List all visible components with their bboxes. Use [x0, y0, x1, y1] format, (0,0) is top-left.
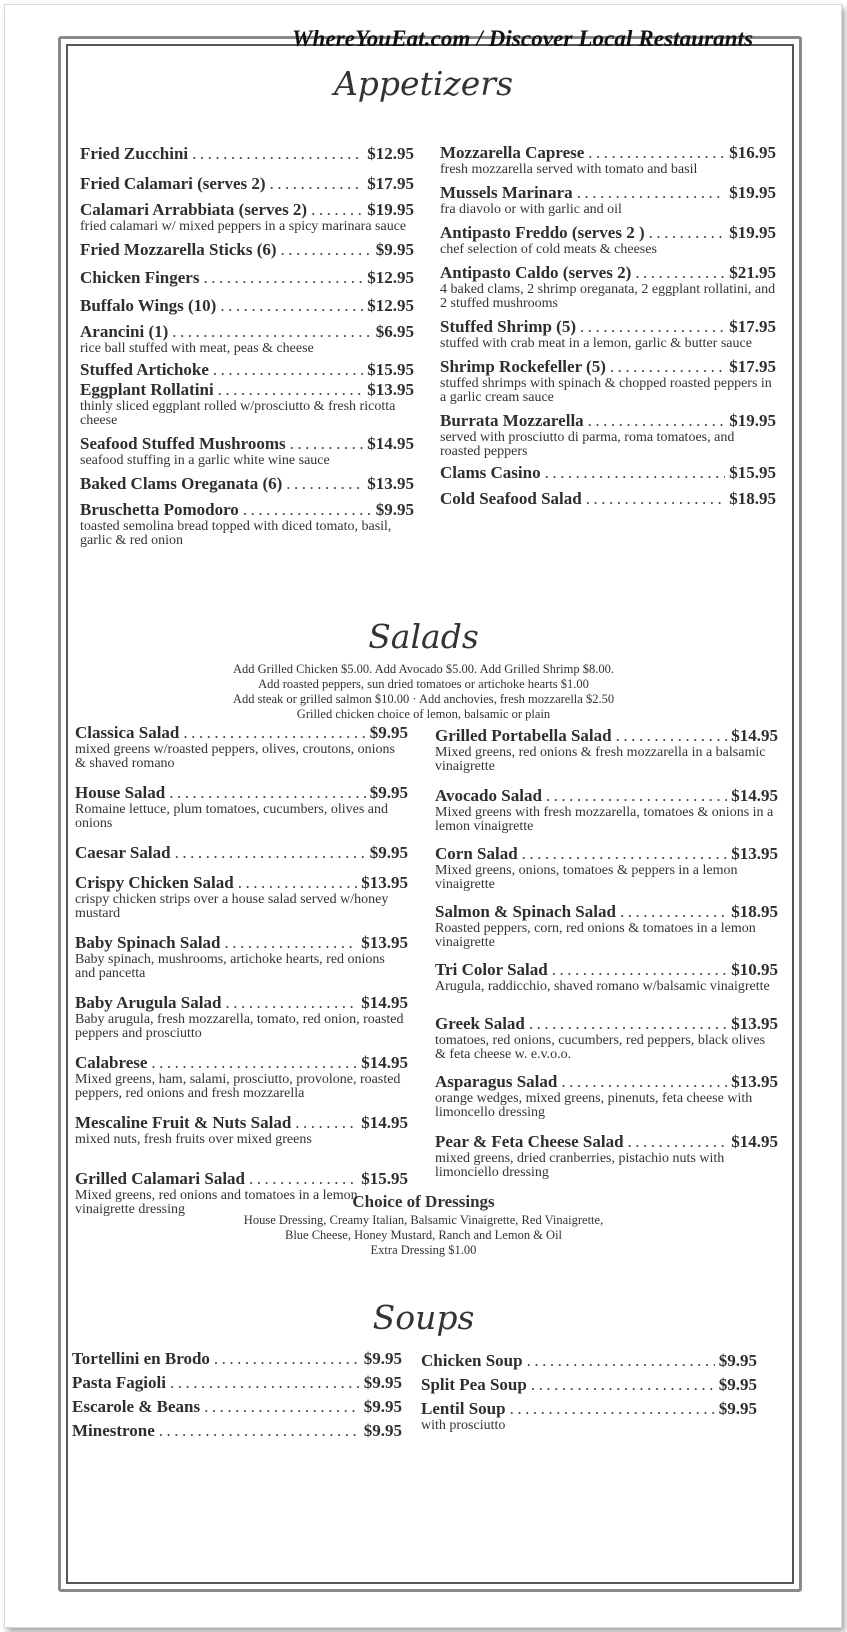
menu-item-name: House Salad [75, 783, 166, 802]
dot-leader [295, 1113, 357, 1133]
menu-item-description: Roasted peppers, corn, red onions & tomatoes in a lemon vinaigrette [435, 921, 756, 950]
menu-item [72, 1349, 402, 1369]
menu-item [80, 474, 414, 494]
menu-item-description: served with prosciutto di parma, roma tomatoes, and roasted peppers [440, 430, 735, 459]
menu-item-price: $12.95 [367, 144, 414, 163]
menu-item-row [440, 357, 776, 377]
menu-item [440, 223, 776, 257]
dot-leader [172, 322, 371, 342]
dot-leader [225, 993, 357, 1013]
dot-leader [311, 200, 363, 220]
dot-leader [192, 144, 363, 164]
menu-item-name: Fried Zucchini [80, 144, 189, 163]
dot-leader [531, 1375, 715, 1395]
menu-item-row [435, 1014, 778, 1034]
menu-item-price: $16.95 [729, 143, 776, 162]
menu-item-price: $9.95 [718, 1351, 757, 1370]
dot-leader [635, 263, 725, 283]
menu-item-name: Arancini (1) [80, 322, 169, 341]
menu-item-row [75, 1113, 408, 1133]
menu-item-price: $17.95 [729, 357, 776, 376]
dot-leader [286, 474, 363, 494]
menu-item-name: Antipasto Freddo (serves 2 ) [440, 223, 645, 242]
menu-item-description: thinly sliced eggplant rolled w/prosciutto & fresh ricotta cheese [80, 399, 396, 428]
menu-item-price: $9.95 [369, 843, 408, 862]
menu-item-row [75, 843, 408, 863]
menu-item-row [80, 144, 414, 164]
dot-leader [552, 960, 728, 980]
menu-item-description: seafood stuffing in a garlic white wine sauce [80, 453, 330, 468]
dot-leader [527, 1351, 715, 1371]
menu-item-name: Avocado Salad [435, 786, 542, 805]
menu-item-row [75, 1053, 408, 1073]
menu-item-description: 4 baked clams, 2 shrimp oreganata, 2 eggplant rollatini, and 2 stuffed mushrooms [440, 282, 776, 311]
menu-item-row [435, 1072, 778, 1092]
menu-item-description: Baby spinach, mushrooms, artichoke hearts, red onions and pancetta [75, 952, 385, 981]
dot-leader [580, 317, 725, 337]
menu-item-row [80, 240, 414, 260]
menu-item-row [440, 143, 776, 163]
menu-item-price: $9.95 [369, 783, 408, 802]
menu-item-price: $19.95 [729, 223, 776, 242]
menu-item-price: $9.95 [363, 1373, 402, 1392]
menu-item-name: Pear & Feta Cheese Salad [435, 1132, 624, 1151]
menu-item [75, 843, 408, 863]
menu-item [435, 844, 778, 892]
menu-item-price: $15.95 [361, 1169, 408, 1188]
menu-item-name: Mozzarella Caprese [440, 143, 585, 162]
menu-item-price: $13.95 [361, 933, 408, 952]
menu-item [440, 411, 776, 459]
menu-item [440, 463, 776, 483]
menu-item-price: $19.95 [729, 183, 776, 202]
menu-item-row [80, 380, 414, 400]
menu-item-price: $21.95 [729, 263, 776, 282]
menu-item-row [440, 263, 776, 283]
dot-leader [170, 1373, 360, 1393]
menu-item-description: orange wedges, mixed greens, pinenuts, feta cheese with limoncello dressing [435, 1091, 753, 1120]
menu-item [75, 993, 408, 1041]
menu-item [435, 960, 778, 994]
menu-item-name: Cold Seafood Salad [440, 489, 582, 508]
menu-item-name: Baby Arugula Salad [75, 993, 222, 1012]
menu-item-row [435, 726, 778, 746]
menu-item [440, 317, 776, 351]
dot-leader [510, 1399, 715, 1419]
menu-item-description: Romaine lettuce, plum tomatoes, cucumbers, olives and onions [75, 802, 388, 831]
dot-leader [649, 223, 726, 243]
menu-item-row [80, 500, 414, 520]
menu-item-row [435, 844, 778, 864]
dressing-line: House Dressing, Creamy Italian, Balsamic Vinaigrette, Red Vinaigrette, [243, 1213, 604, 1227]
menu-item-row [72, 1373, 402, 1393]
salad-note: Add Grilled Chicken $5.00. Add Avocado $5.00. Add Grilled Shrimp $8.00. [233, 662, 614, 676]
menu-item-name: Tortellini en Brodo [72, 1349, 210, 1368]
menu-item-name: Baby Spinach Salad [75, 933, 221, 952]
salads-left-column [75, 723, 408, 1217]
menu-item-description: fra diavolo or with garlic and oil [440, 202, 622, 217]
menu-item-price: $9.95 [718, 1375, 757, 1394]
menu-item [421, 1375, 757, 1395]
menu-item [80, 322, 414, 356]
menu-item-price: $12.95 [367, 268, 414, 287]
menu-item-name: Stuffed Shrimp (5) [440, 317, 577, 336]
menu-item [435, 786, 778, 834]
dot-leader [183, 723, 365, 743]
menu-item-price: $18.95 [731, 902, 778, 921]
dot-leader [546, 786, 727, 806]
menu-item-price: $13.95 [731, 844, 778, 863]
menu-item-name: Lentil Soup [421, 1399, 506, 1418]
menu-item-name: Minestrone [72, 1421, 155, 1440]
menu-item-name: Fried Mozzarella Sticks (6) [80, 240, 277, 259]
dot-leader [249, 1169, 357, 1189]
menu-item [75, 783, 408, 831]
menu-item-description: Mixed greens, ham, salami, prosciutto, provolone, roasted peppers, red onions and fresh mozzarella [75, 1072, 401, 1101]
menu-item-price: $14.95 [361, 1053, 408, 1072]
dot-leader [610, 357, 725, 377]
menu-item [72, 1397, 402, 1417]
menu-item-price: $19.95 [729, 411, 776, 430]
menu-item-price: $18.95 [729, 489, 776, 508]
menu-item-row [440, 411, 776, 431]
menu-item-row [435, 1132, 778, 1152]
site-watermark: WhereYouEat.com / Discover Local Restaurants [292, 26, 754, 51]
dot-leader [159, 1421, 360, 1441]
menu-item [75, 723, 408, 771]
menu-item-description: mixed greens w/roasted peppers, olives, croutons, onions & shaved romano [75, 742, 395, 771]
dot-leader [561, 1072, 727, 1092]
menu-item [80, 380, 414, 428]
menu-item [75, 1053, 408, 1101]
menu-item-row [72, 1349, 402, 1369]
salad-note: Grilled chicken choice of lemon, balsamic or plain [296, 707, 551, 721]
menu-item-price: $9.95 [369, 723, 408, 742]
menu-item-description: fresh mozzarella served with tomato and basil [440, 162, 698, 177]
menu-item [80, 174, 414, 194]
menu-item-name: Calamari Arrabbiata (serves 2) [80, 200, 308, 219]
menu-item-row [75, 933, 408, 953]
salads-right-column [435, 726, 778, 1180]
menu-item-price: $9.95 [363, 1349, 402, 1368]
menu-item [435, 1072, 778, 1120]
menu-item-description: rice ball stuffed with meat, peas & cheese [80, 341, 314, 356]
menu-item [421, 1399, 757, 1433]
menu-item [435, 1014, 778, 1062]
menu-item-price: $9.95 [363, 1397, 402, 1416]
menu-item-price: $14.95 [731, 786, 778, 805]
dot-leader [270, 174, 364, 194]
menu-item-name: Chicken Soup [421, 1351, 523, 1370]
menu-item-row [80, 174, 414, 194]
menu-item-name: Pasta Fagioli [72, 1373, 166, 1392]
dot-leader [213, 360, 363, 380]
menu-item-row [421, 1351, 757, 1371]
menu-item-price: $14.95 [361, 993, 408, 1012]
dot-leader [204, 1397, 360, 1417]
menu-item-description: mixed greens, dried cranberries, pistachio nuts with limonciello dressing [435, 1151, 725, 1180]
menu-item-name: Buffalo Wings (10) [80, 296, 217, 315]
menu-item-row [440, 317, 776, 337]
menu-item-row [435, 902, 778, 922]
menu-item-name: Split Pea Soup [421, 1375, 527, 1394]
menu-item-description: crispy chicken strips over a house salad served w/honey mustard [75, 892, 389, 921]
dot-leader [243, 500, 372, 520]
menu-item-name: Caesar Salad [75, 843, 171, 862]
menu-item-name: Grilled Portabella Salad [435, 726, 612, 745]
dot-leader [175, 843, 366, 863]
dot-leader [203, 268, 363, 288]
menu-item-description: Mixed greens, onions, tomatoes & peppers in a lemon vinaigrette [435, 863, 738, 892]
menu-item [80, 268, 414, 288]
menu-item-description: stuffed shrimps with spinach & chopped roasted peppers in a garlic cream sauce [440, 376, 772, 405]
menu-item-row [80, 434, 414, 454]
menu-item-row [440, 489, 776, 509]
menu-item-row [80, 474, 414, 494]
menu-item-description: Arugula, raddicchio, shaved romano w/balsamic vinaigrette [435, 979, 770, 994]
menu-item-row [75, 783, 408, 803]
dot-leader [214, 1349, 360, 1369]
menu-item-price: $19.95 [367, 200, 414, 219]
dot-leader [588, 411, 726, 431]
menu-item-name: Tri Color Salad [435, 960, 548, 979]
menu-item-row [440, 223, 776, 243]
menu-item [435, 726, 778, 774]
menu-item [440, 357, 776, 405]
menu-item-price: $15.95 [367, 360, 414, 379]
salads-title: Salads [368, 617, 479, 656]
menu-item-price: $17.95 [729, 317, 776, 336]
salad-note: Add roasted peppers, sun dried tomatoes or artichoke hearts $1.00 [258, 677, 589, 691]
menu-item-row [75, 1169, 408, 1189]
menu-item-description: fried calamari w/ mixed peppers in a spicy marinara sauce [80, 219, 407, 234]
dot-leader [218, 380, 364, 400]
menu-item-price: $13.95 [731, 1072, 778, 1091]
menu-item [80, 434, 414, 468]
menu-item-name: Crispy Chicken Salad [75, 873, 234, 892]
menu-item-name: Chicken Fingers [80, 268, 200, 287]
menu-item-description: Mixed greens with fresh mozzarella, tomatoes & onions in a lemon vinaigrette [435, 805, 774, 834]
dressing-line: Blue Cheese, Honey Mustard, Ranch and Lemon & Oil [284, 1228, 563, 1242]
menu-item [440, 143, 776, 177]
dot-leader [529, 1014, 727, 1034]
menu-item-name: Corn Salad [435, 844, 518, 863]
menu-item-price: $14.95 [731, 1132, 778, 1151]
menu-item-price: $14.95 [367, 434, 414, 453]
menu-item-price: $6.95 [375, 322, 414, 341]
menu-item-price: $17.95 [367, 174, 414, 193]
dot-leader [290, 434, 364, 454]
menu-item-name: Mescaline Fruit & Nuts Salad [75, 1113, 292, 1132]
dot-leader [586, 489, 726, 509]
menu-item-price: $15.95 [729, 463, 776, 482]
menu-item-row [440, 463, 776, 483]
menu-item-description: tomatoes, red onions, cucumbers, red peppers, black olives & feta cheese w. e.v.o.o. [435, 1033, 766, 1062]
dot-leader [169, 783, 366, 803]
menu-item-name: Burrata Mozzarella [440, 411, 584, 430]
menu-item-row [80, 268, 414, 288]
appetizers-right-column [440, 143, 776, 509]
menu-item [440, 263, 776, 311]
menu-item-price: $9.95 [375, 500, 414, 519]
menu-item [80, 360, 414, 380]
menu-item-name: Shrimp Rockefeller (5) [440, 357, 606, 376]
menu-item [440, 489, 776, 509]
dot-leader [628, 1132, 728, 1152]
menu-item [80, 144, 414, 164]
menu-item-name: Calabrese [75, 1053, 148, 1072]
menu-item [435, 902, 778, 950]
menu-item-price: $10.95 [731, 960, 778, 979]
dot-leader [620, 902, 727, 922]
menu-item-price: $13.95 [367, 380, 414, 399]
dressings-list [0, 1213, 847, 1258]
menu-item-row [421, 1375, 757, 1395]
menu-item-price: $9.95 [718, 1399, 757, 1418]
dressing-line: Extra Dressing $1.00 [370, 1243, 477, 1257]
menu-item-name: Mussels Marinara [440, 183, 573, 202]
menu-item [421, 1351, 757, 1371]
menu-item-description: with prosciutto [421, 1418, 506, 1433]
dot-leader [281, 240, 372, 260]
menu-item [75, 873, 408, 921]
menu-item-price: $9.95 [363, 1421, 402, 1440]
menu-item-description: Baby arugula, fresh mozzarella, tomato, red onion, roasted peppers and prosciutto [75, 1012, 404, 1041]
menu-item-price: $13.95 [367, 474, 414, 493]
menu-item-row [75, 723, 408, 743]
dot-leader [238, 873, 358, 893]
soups-left-column [72, 1349, 402, 1441]
menu-item-name: Eggplant Rollatini [80, 380, 214, 399]
appetizers-left-column [80, 144, 414, 548]
dot-leader [577, 183, 726, 203]
menu-item-name: Antipasto Caldo (serves 2) [440, 263, 632, 282]
menu-item-row [435, 960, 778, 980]
dot-leader [220, 296, 363, 316]
soups-right-column [421, 1351, 757, 1433]
menu-item [80, 296, 414, 316]
menu-item-row [435, 786, 778, 806]
menu-item-price: $14.95 [361, 1113, 408, 1132]
dot-leader [616, 726, 728, 746]
menu-item-price: $9.95 [375, 240, 414, 259]
menu-item-name: Asparagus Salad [435, 1072, 558, 1091]
menu-item-name: Greek Salad [435, 1014, 525, 1033]
menu-item [80, 240, 414, 260]
dot-leader [225, 933, 358, 953]
menu-item-name: Baked Clams Oreganata (6) [80, 474, 283, 493]
menu-item [75, 1113, 408, 1147]
menu-item-description: Mixed greens, red onions and tomatoes in a lemon vinaigrette dressing [75, 1188, 358, 1217]
menu-item [75, 933, 408, 981]
menu-item-price: $13.95 [361, 873, 408, 892]
salad-note: Add steak or grilled salmon $10.00 · Add anchovies, fresh mozzarella $2.50 [232, 692, 615, 706]
menu-item-description: mixed nuts, fresh fruits over mixed greens [75, 1132, 312, 1147]
menu-item-price: $13.95 [731, 1014, 778, 1033]
menu-item-price: $12.95 [367, 296, 414, 315]
menu-item-price: $14.95 [731, 726, 778, 745]
dot-leader [588, 143, 725, 163]
menu-item-row [72, 1397, 402, 1417]
menu-item-row [80, 200, 414, 220]
menu-item [435, 1132, 778, 1180]
menu-item-name: Salmon & Spinach Salad [435, 902, 616, 921]
menu-item-row [72, 1421, 402, 1441]
menu-item-name: Classica Salad [75, 723, 180, 742]
appetizers-title: Appetizers [333, 64, 514, 103]
salads-add-ons [0, 662, 847, 722]
menu-item-description: Mixed greens, red onions & fresh mozzarella in a balsamic vinaigrette [435, 745, 766, 774]
menu-item-row [80, 296, 414, 316]
dot-leader [151, 1053, 357, 1073]
dot-leader [545, 463, 726, 483]
menu-item-description: stuffed with crab meat in a lemon, garlic & butter sauce [440, 336, 752, 351]
menu-item-name: Grilled Calamari Salad [75, 1169, 245, 1188]
menu-item [72, 1373, 402, 1393]
menu-item-name: Seafood Stuffed Mushrooms [80, 434, 286, 453]
menu-item [80, 500, 414, 548]
menu-item-name: Bruschetta Pomodoro [80, 500, 239, 519]
menu-item-row [440, 183, 776, 203]
menu-item-row [75, 873, 408, 893]
dot-leader [522, 844, 728, 864]
menu-item-name: Escarole & Beans [72, 1397, 201, 1416]
menu-item-row [80, 360, 414, 380]
menu-item-row [80, 322, 414, 342]
soups-title: Soups [372, 1298, 475, 1337]
menu-item-name: Clams Casino [440, 463, 541, 482]
menu-item-name: Fried Calamari (serves 2) [80, 174, 266, 193]
dressings-title: Choice of Dressings [352, 1192, 495, 1211]
menu-item-description: chef selection of cold meats & cheeses [440, 242, 657, 257]
menu-item [440, 183, 776, 217]
menu-item-description: toasted semolina bread topped with diced tomato, basil, garlic & red onion [80, 519, 392, 548]
menu-item-row [75, 993, 408, 1013]
menu-item [80, 200, 414, 234]
menu-item-name: Stuffed Artichoke [80, 360, 209, 379]
menu-item-row [421, 1399, 757, 1419]
menu-item [72, 1421, 402, 1441]
